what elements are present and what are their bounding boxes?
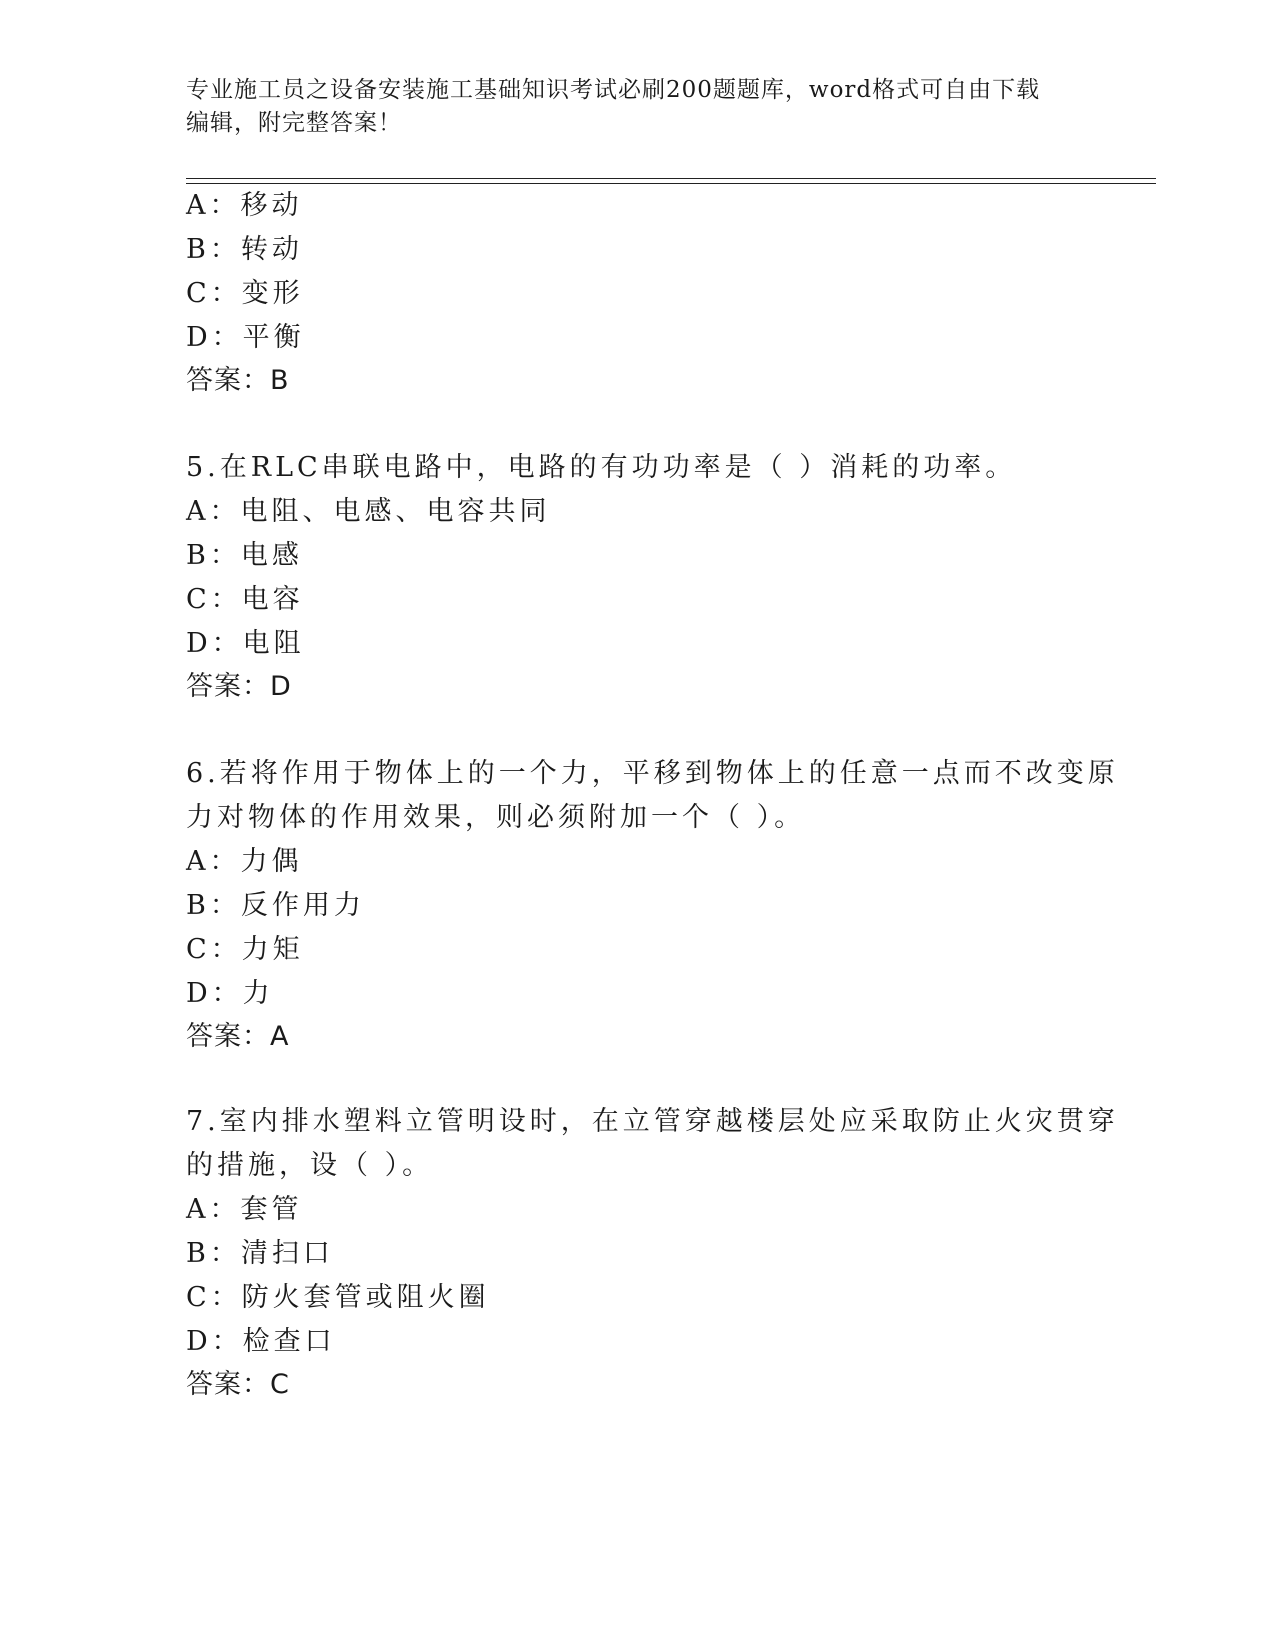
q6-option-a: A：力偶 (186, 846, 303, 877)
q5-option-c: C：电容 (186, 584, 304, 615)
q6-option-d: D：力 (186, 978, 274, 1009)
q6-stem-line-1: 6.若将作用于物体上的一个力，平移到物体上的任意一点而不改变原 (186, 758, 1119, 789)
q4-option-a: A：移动 (186, 190, 303, 221)
q5-stem: 5.在RLC串联电路中，电路的有功功率是（ ）消耗的功率。 (186, 452, 1017, 483)
header-line-2: 编辑，附完整答案！ (186, 110, 402, 136)
q7-option-a: A：套管 (186, 1194, 303, 1225)
q7-stem-line-1: 7.室内排水塑料立管明设时，在立管穿越楼层处应采取防止火灾贯穿 (186, 1106, 1119, 1137)
header-line-1: 专业施工员之设备安装施工基础知识考试必刷200题题库，word格式可自由下载 (186, 77, 1041, 103)
q7-answer: 答案：C (186, 1369, 290, 1400)
header-divider-bottom (186, 183, 1156, 184)
document-header (186, 74, 1066, 140)
q6-option-c: C：力矩 (186, 934, 304, 965)
header-divider-top (186, 178, 1156, 179)
q7-option-b: B：清扫口 (186, 1238, 334, 1269)
q6-option-b: B：反作用力 (186, 890, 365, 921)
q4-option-d: D：平衡 (186, 322, 305, 353)
q6-stem-line-2: 力对物体的作用效果，则必须附加一个（ ）。 (186, 802, 806, 833)
q5-option-b: B：电感 (186, 540, 303, 571)
q4-answer: 答案：B (186, 365, 290, 396)
q7-stem-line-2: 的措施，设（ ）。 (186, 1150, 434, 1181)
q5-option-d: D：电阻 (186, 628, 305, 659)
q5-answer: 答案：D (186, 671, 292, 702)
q7-option-c: C：防火套管或阻火圈 (186, 1282, 490, 1313)
q4-option-b: B：转动 (186, 234, 303, 265)
q5-option-a: A：电阻、电感、电容共同 (186, 496, 551, 527)
q4-option-c: C：变形 (186, 278, 304, 309)
q6-answer: 答案：A (186, 1021, 290, 1052)
q7-option-d: D：检查口 (186, 1326, 336, 1357)
